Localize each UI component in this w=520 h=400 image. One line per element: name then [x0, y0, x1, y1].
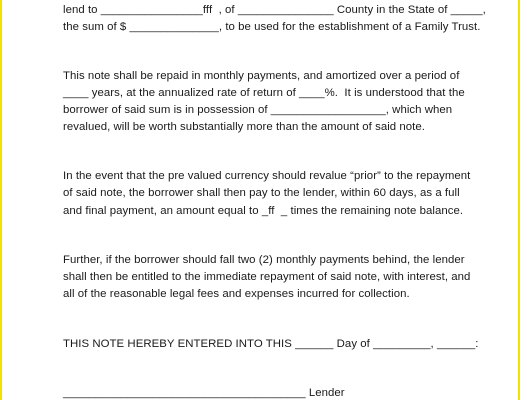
lender-signature-line: ______________________________________ Lender	[63, 387, 345, 399]
default-line-3: all of the reasonable legal fees and expenses incurred for collection.	[63, 288, 410, 300]
default-line-2: shall then be entitled to the immediate repayment of said note, with interest, and	[63, 271, 471, 283]
intro-line-lend-to: lend to ________________fff , of _______________ County in the State of _____,	[63, 4, 486, 16]
entered-date-line: THIS NOTE HEREBY ENTERED INTO THIS ______ Day of _________, ______:	[63, 338, 479, 350]
default-line-1: Further, if the borrower should fall two (2) monthly payments behind, the lender	[63, 254, 465, 266]
intro-line-sum: the sum of $ ______________, to be used for the establishment of a Family Trust.	[63, 21, 481, 33]
repayment-line-2: ____ years, at the annualized rate of return of ____%. It is understood that the	[63, 87, 465, 99]
repayment-line-3: borrower of said sum is in possession of __________________, which when	[63, 104, 453, 116]
revalue-line-3: and final payment, an amount equal to _ff _ times the remaining note balance.	[63, 205, 464, 217]
repayment-line-1: This note shall be repaid in monthly payments, and amortized over a period of	[63, 70, 460, 82]
revalue-line-2: of said note, the borrower shall then pay to the lender, within 60 days, as a full	[63, 187, 460, 199]
revalue-line-1: In the event that the pre valued currency should revalue “prior” to the repayment	[63, 170, 471, 182]
repayment-line-4: revalued, will be worth substantially more than the amount of said note.	[63, 121, 425, 133]
